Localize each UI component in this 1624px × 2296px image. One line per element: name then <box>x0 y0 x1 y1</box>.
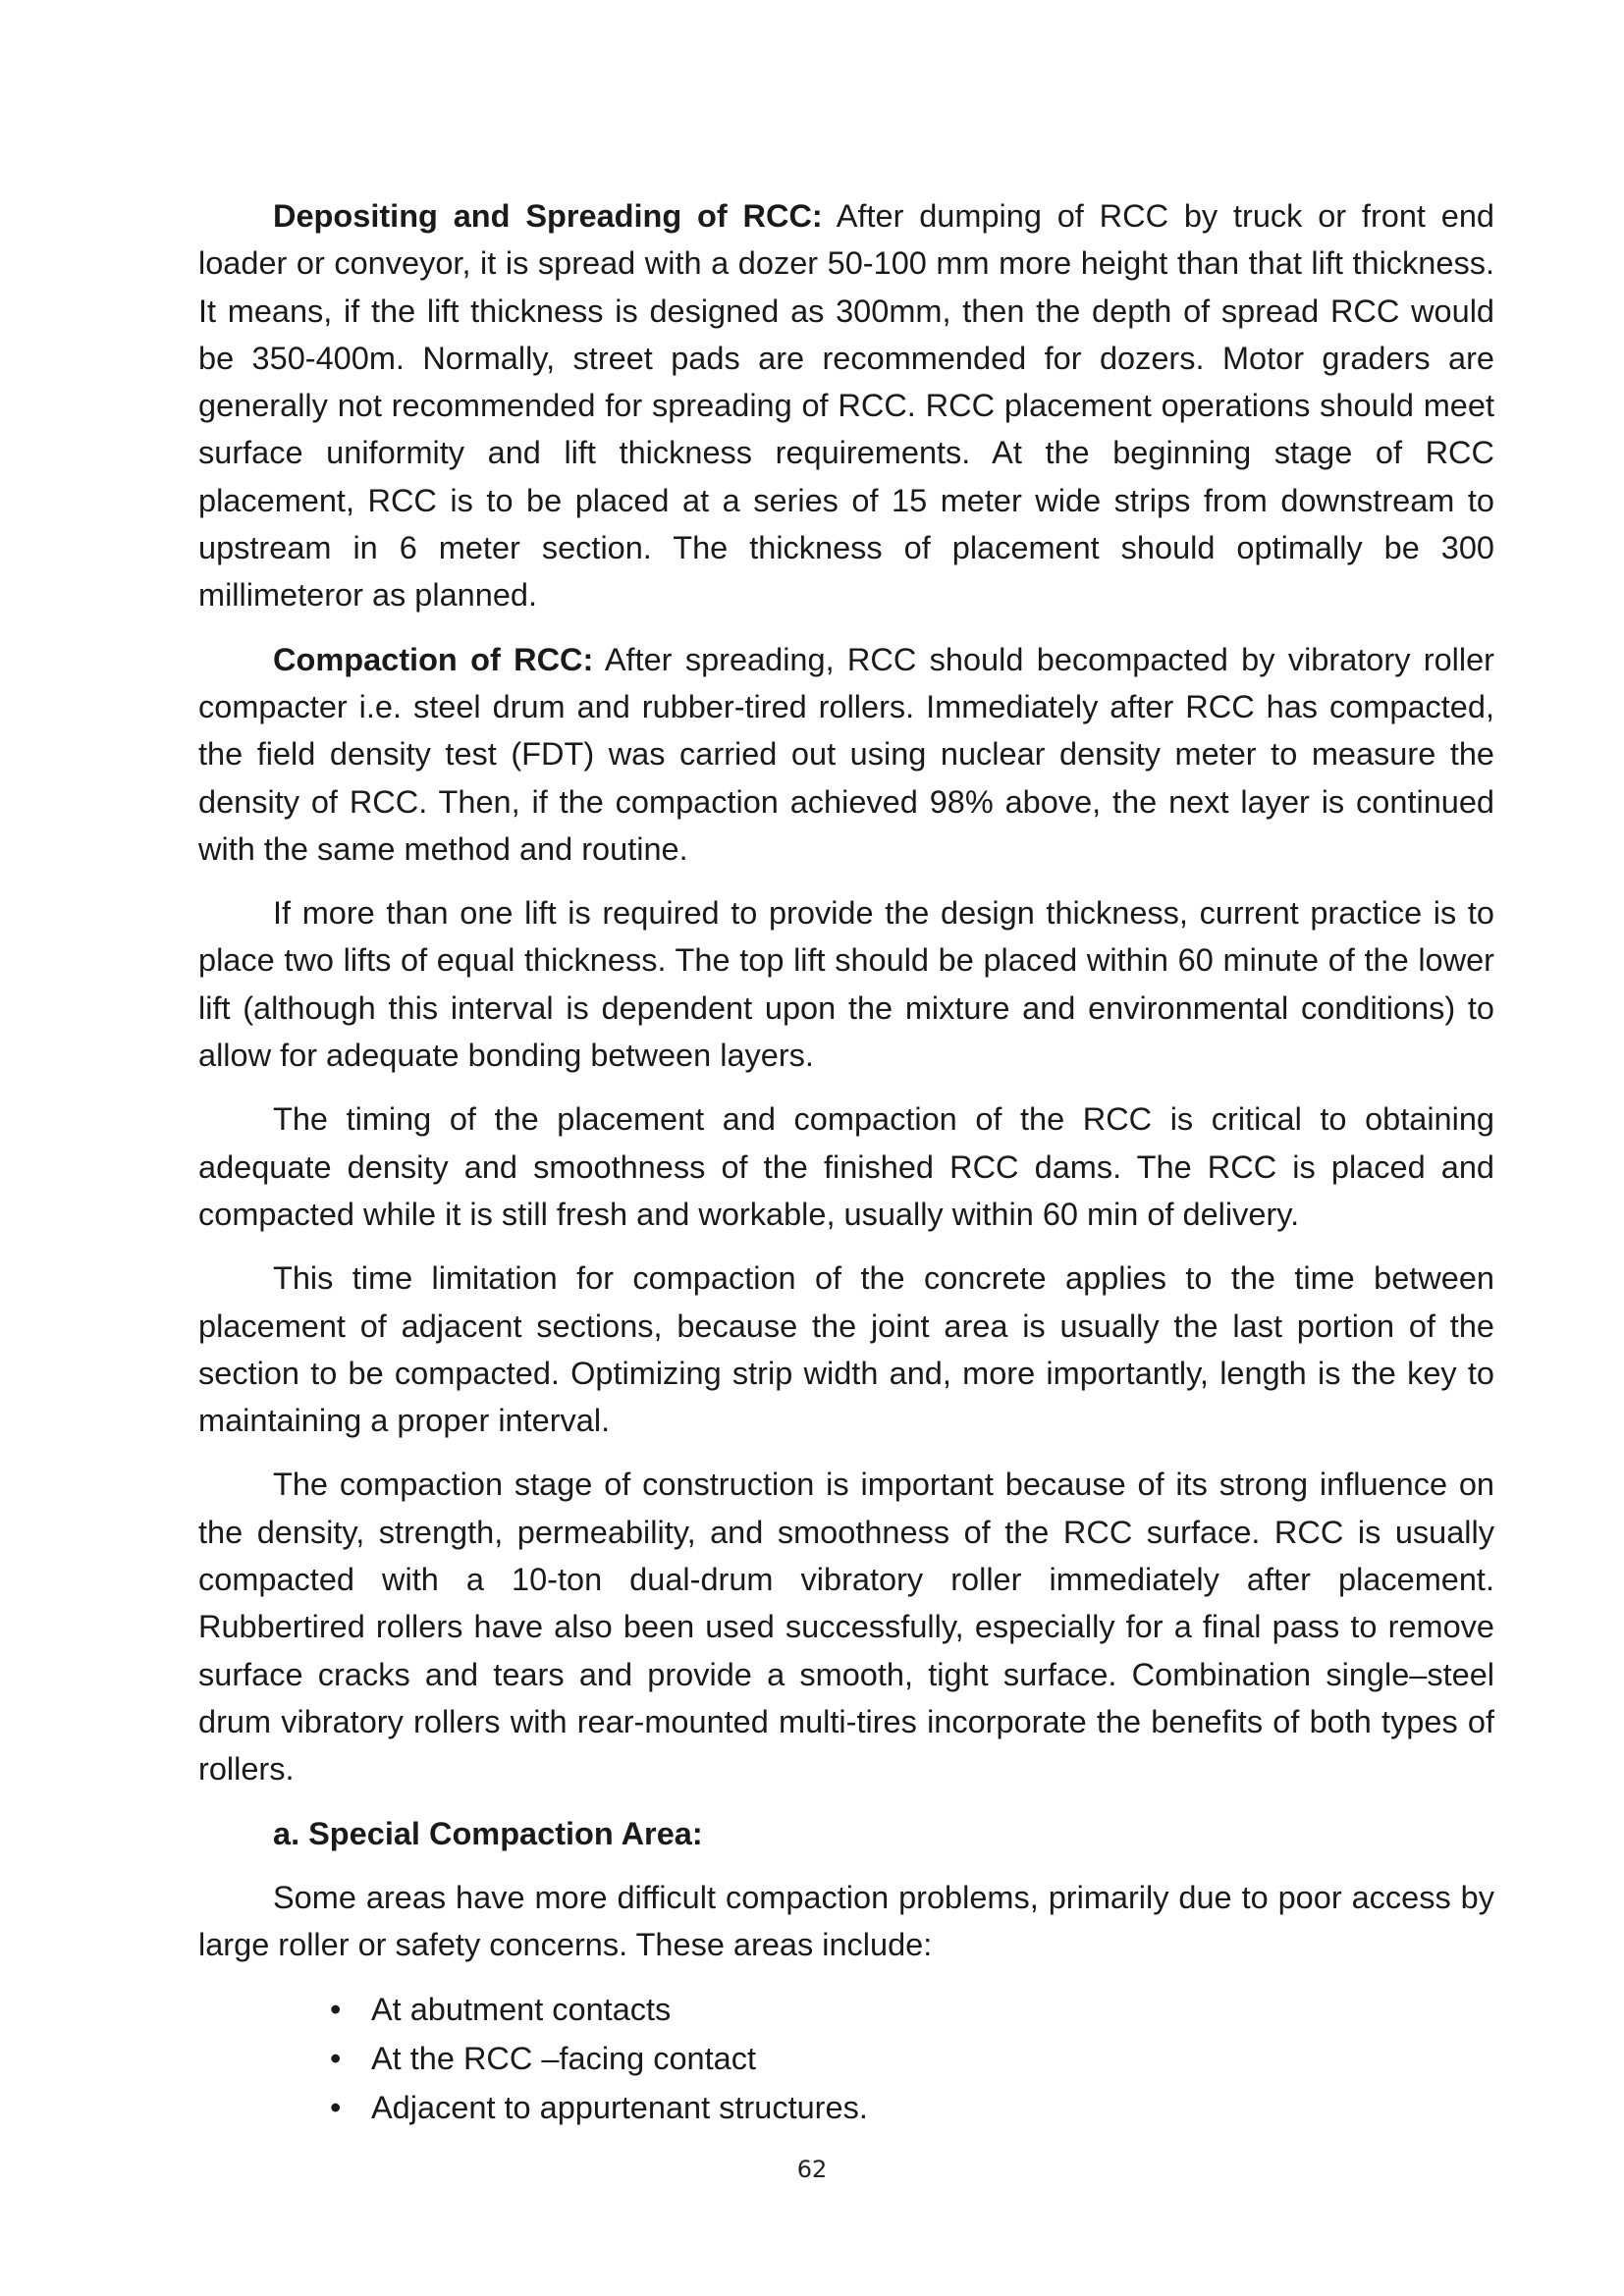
paragraph-compaction-stage <box>198 1461 1494 1792</box>
list-item <box>327 1985 1494 2034</box>
paragraph-text: This time limitation for compaction of the concrete applies to the time between placement of adjacent sections, because the joint area is usually the last portion of the section to be compacted. Optimizing strip width and, more importantly, length is the key to maintaining a proper interval. <box>198 1260 1494 1439</box>
paragraph-lift-thickness <box>198 889 1494 1079</box>
bullet-icon: • <box>330 2090 342 2126</box>
paragraph-text: If more than one lift is required to provide the design thickness, current practice is to place two lifts of equal thickness. The top lift should be placed within 60 minute of the lower lift (although this interval is dependent upon the mixture and environmental conditions) to allow for adequate bonding between layers. <box>198 895 1494 1074</box>
paragraph-text: The timing of the placement and compaction of the RCC is critical to obtaining adequate density and smoothness of the finished RCC dams. The RCC is placed and compacted while it is still fresh and workable, usually within 60 min of delivery. <box>198 1101 1494 1232</box>
paragraph-lead: Compaction of RCC: <box>273 641 594 677</box>
list-item <box>327 2083 1494 2132</box>
paragraph-text: After dumping of RCC by truck or front end loader or conveyor, it is spread with a dozer 50-100 mm more height than that lift thickness. It means, if the lift thickness is designed as 300mm, then the depth of spread RCC would be 350-400m. Normally, street pads are recommended for dozers. Motor graders are generally not recommended for spreading of RCC. RCC placement operations should meet surface uniformity and lift thickness requirements. At the beginning stage of RCC placement, RCC is to be placed at a series of 15 meter wide strips from downstream to upstream in 6 meter section. The thickness of placement should optimally be 300 millimeteror as planned. <box>198 198 1494 614</box>
paragraph-time-limitation <box>198 1255 1494 1444</box>
paragraph-text: After spreading, RCC should becompacted by vibratory roller compacter i.e. steel drum and rubber-tired rollers. Immediately after RCC has compacted, the field density test (FDT) was carried out using nuclear density meter to measure the density of RCC. Then, if the compaction achieved 98% above, the next layer is continued with the same method and routine. <box>198 641 1495 867</box>
paragraph-intro-areas <box>198 1874 1494 1969</box>
paragraph-text: Some areas have more difficult compaction problems, primarily due to poor access by large roller or safety concerns. These areas include: <box>198 1879 1494 1963</box>
paragraph-lead: Depositing and Spreading of RCC: <box>273 198 823 234</box>
page-number: 62 <box>796 2156 828 2183</box>
list-item-text: At abutment contacts <box>371 1992 672 2028</box>
list-item-text: At the RCC –facing contact <box>371 2041 756 2077</box>
paragraph-depositing-spreading <box>198 192 1494 619</box>
section-heading-special-compaction: a. Special Compaction Area: <box>273 1815 703 1851</box>
paragraph-timing <box>198 1095 1494 1238</box>
list-item-text: Adjacent to appurtenant structures. <box>371 2090 868 2126</box>
bullet-list <box>198 1985 1494 2132</box>
bullet-icon: • <box>330 1992 342 2028</box>
paragraph-compaction <box>198 636 1494 873</box>
bullet-icon: • <box>330 2041 342 2077</box>
document-page <box>198 192 1494 2132</box>
list-item <box>327 2034 1494 2083</box>
paragraph-text: The compaction stage of construction is important because of its strong influence on the density, strength, permeability, and smoothness of the RCC surface. RCC is usually compacted with a 10-ton dual-drum vibratory roller immediately after placement. Rubbertired rollers have also been used successfully, especially for a final pass to remove surface cracks and tears and provide a smooth, tight surface. Combination single–steel drum vibratory rollers with rear-mounted multi-tires incorporate the benefits of both types of rollers. <box>198 1467 1494 1788</box>
